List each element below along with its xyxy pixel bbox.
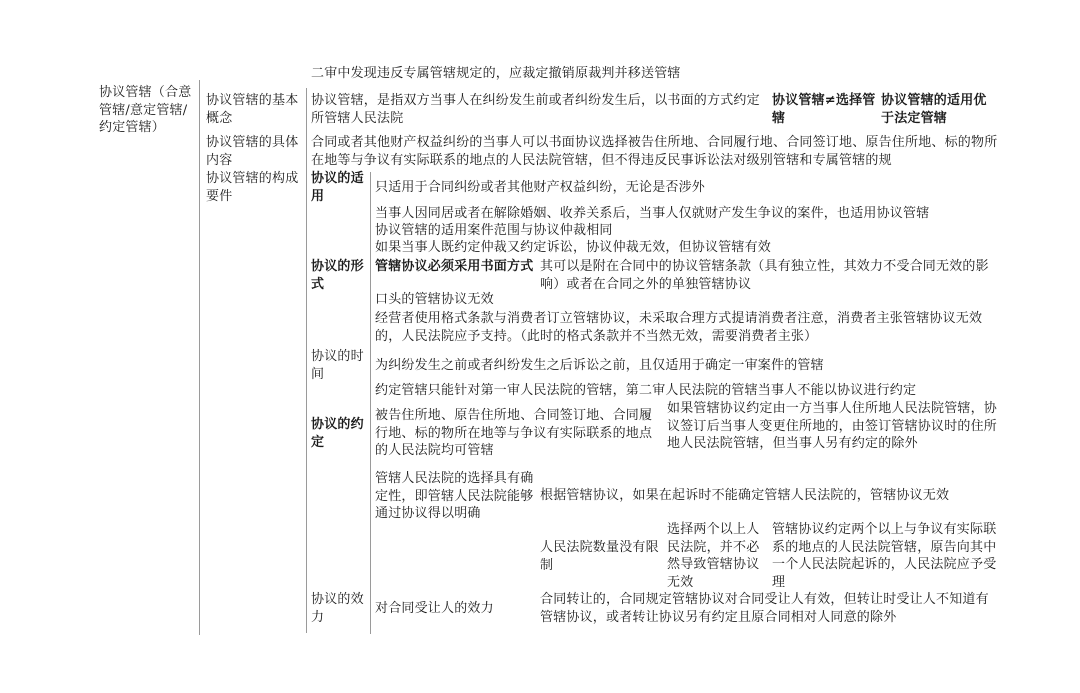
effect-label: 协议的效力	[311, 592, 364, 625]
time-item: 约定管辖只能针对第一审人民法院的管辖，第二审人民法院的管辖当事人不能以协议进行约定	[375, 383, 917, 398]
form-format-clause: 经营者使用格式条款与消费者订立管辖协议，未采取合理方式提请消费者注意，消费者主张管辖协议无效的，人民法院应予支持。（此时的格式条款并不当然无效，需要消费者主张）	[375, 311, 983, 344]
form-written-desc: 其可以是附在合同中的协议管辖条款（具有独立性，其效力不受合同无效的影响）或者在合同之外的单独管辖协议	[540, 259, 989, 292]
basic-concept-label: 协议管辖的基本概念	[206, 93, 299, 126]
agreement-exception: 如果管辖协议约定由一方当事人住所地人民法院管辖，协议签订后当事人变更住所地的，由签订管辖协议时的住所地人民法院管辖，但当事人另有约定的除外	[667, 401, 998, 451]
scope-item: 只适用于合同纠纷或者其他财产权益纠纷，无论是否涉外	[375, 180, 706, 195]
effect-unlimited: 人民法院数量没有限制	[540, 540, 659, 573]
effect-certainty: 管辖人民法院的选择具有确定性，即管辖人民法院能够通过协议得以明确	[375, 471, 534, 521]
root-node-title: 协议管辖（合意管辖/意定管辖/约定管辖）	[99, 85, 192, 135]
time-item: 为纠纷发生之前或者纠纷发生之后诉讼之前，且仅适用于确定一审案件的管辖	[375, 358, 824, 373]
form-label: 协议的形式	[311, 259, 364, 292]
effect-certainty-desc: 根据管辖协议，如果在起诉时不能确定管辖人民法院的，管辖协议无效	[540, 488, 950, 503]
agreement-places: 被告住所地、原告住所地、合同签订地、合同履行地、标的物所在地等与争议有实际联系的地点的人民法院均可管辖	[375, 408, 653, 458]
content-label: 协议管辖的具体内容	[206, 135, 299, 168]
scope-label: 协议的适用	[311, 171, 364, 204]
divider-col4	[370, 172, 371, 634]
effect-transferee: 对合同受让人的效力	[375, 601, 494, 616]
basic-note-priority: 协议管辖的适用优于法定管辖	[881, 93, 987, 126]
effect-transferee-desc: 合同转让的，合同规定管辖协议对合同受让人有效，但转让时受让人不知道有管辖协议，或者转让协议另有约定且原合同相对人同意的除外	[540, 592, 989, 625]
divider-col3	[306, 88, 307, 633]
effect-unlimited-a: 选择两个以上人民法院，并不必然导致管辖协议无效	[667, 522, 760, 590]
agreement-label: 协议的约定	[311, 417, 364, 450]
basic-concept-text: 协议管辖，是指双方当事人在纠纷发生前或者纠纷发生后，以书面的方式约定所管辖人民法院	[311, 93, 760, 126]
time-label: 协议的时间	[311, 349, 364, 382]
basic-note-not-selection: 协议管辖≠选择管辖	[772, 93, 876, 126]
top-line-text: 二审中发现违反专属管辖规定的，应裁定撤销原裁判并移送管辖	[311, 66, 681, 81]
scope-item: 如果当事人既约定仲裁又约定诉讼，协议仲裁无效，但协议管辖有效	[375, 240, 772, 255]
elements-label: 协议管辖的构成要件	[206, 171, 299, 204]
scope-item: 协议管辖的适用案件范围与协议仲裁相同	[375, 223, 613, 238]
form-oral: 口头的管辖协议无效	[375, 292, 494, 307]
content-text: 合同或者其他财产权益纠纷的当事人可以书面协议选择被告住所地、合同履行地、合同签订地、原告住所地、标的物所在地等与争议有实际联系的地点的人民法院管辖，但不得违反民事诉讼法对级别管辖和专属管辖的规	[311, 135, 998, 168]
effect-unlimited-b: 管辖协议约定两个以上与争议有实际联系的地点的人民法院管辖，原告向其中一个人民法院起诉的，人民法院应予受理	[772, 522, 997, 590]
form-written: 管辖协议必须采用书面方式	[375, 259, 534, 274]
scope-item: 当事人因同居或者在解除婚姻、收养关系后，当事人仅就财产发生争议的案件，也适用协议管辖	[375, 206, 930, 221]
divider-col2	[199, 80, 200, 635]
